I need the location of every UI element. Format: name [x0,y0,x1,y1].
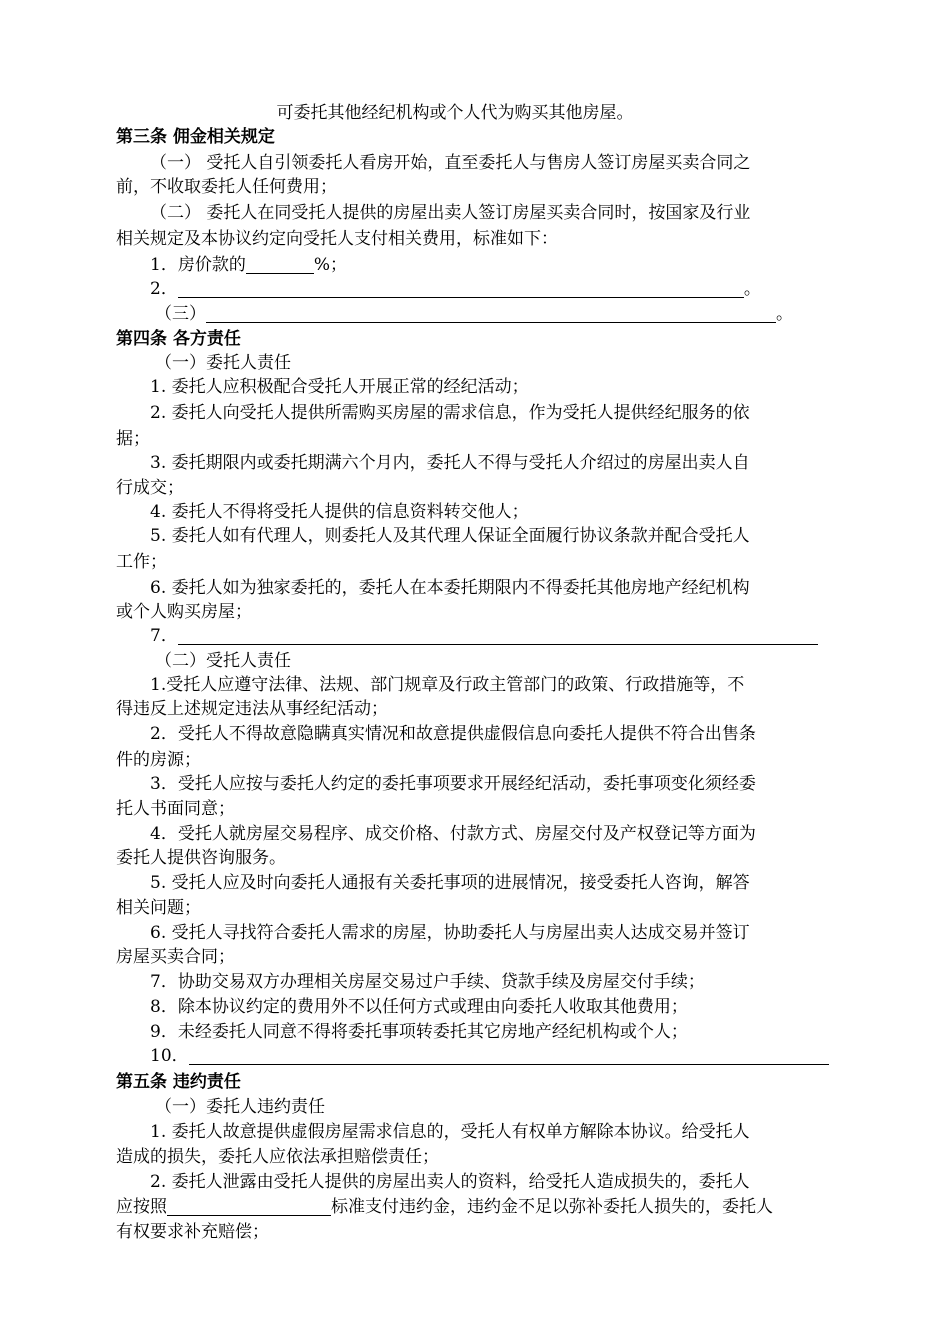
art4-trustee-10-prefix: 10． [150,1046,189,1066]
art5-breach-1-line-1: 1. 委托人故意提供虚假房屋需求信息的，受托人有权单方解除本协议。给受托人 [150,1122,750,1142]
art4-trustee-2-line-2: 件的房源； [116,750,201,770]
art4-trustee-5-line-1: 5. 受托人应及时向委托人通报有关委托事项的进展情况，接受委托人咨询，解答 [150,873,750,893]
art3-item-3-suffix: 。 [776,304,793,324]
art3-item-1-suffix: %； [313,255,347,275]
art4-trustee-1-line-1: 1.受托人应遵守法律、法规、部门规章及行政主管部门的政策、行政措施等，不 [150,675,745,695]
art4-trustee-7: 7．协助交易双方办理相关房屋交易过户手续、贷款手续及房屋交付手续； [150,972,705,992]
art3-item-2-suffix: 。 [743,279,761,299]
art3-item-3-prefix: （三） [155,304,206,324]
art4-trustee-6-line-1: 6. 受托人寻找符合委托人需求的房屋，协助委托人与房屋出卖人达成交易并签订 [150,923,750,943]
art4-trustee-4-line-1: 4．受托人就房屋交易程序、成交价格、付款方式、房屋交付及产权登记等方面为 [150,824,756,844]
art4-client-7 [0,624,950,648]
art4-client-3-line-2: 行成交； [116,478,184,498]
blank-fee-2[interactable] [178,280,744,298]
art4-subheading-1: （一）委托人责任 [155,353,291,373]
blank-fee-3[interactable] [206,305,776,323]
intro-line: 可委托其他经纪机构或个人代为购买其他房屋。 [276,103,634,123]
blank-trustee-10[interactable] [189,1047,829,1065]
art3-item-2-prefix: 2． [150,279,178,299]
article-5-heading: 第五条 违约责任 [116,1072,241,1092]
art4-client-5-line-2: 工作； [116,552,167,572]
art3-item-3 [0,302,950,326]
art4-trustee-10 [0,1044,950,1068]
art3-clause-2-line-2: 相关规定及本协议约定向受托人支付相关费用，标准如下： [116,229,558,249]
art3-item-2 [0,277,950,301]
art5-breach-2-suffix: 标准支付违约金，违约金不足以弥补委托人损失的，委托人 [331,1197,773,1217]
art5-breach-2-line-3: 有权要求补充赔偿； [116,1222,269,1242]
art4-client-1: 1. 委托人应积极配合受托人开展正常的经纪活动； [150,377,529,397]
blank-percentage[interactable] [246,256,314,274]
art4-trustee-1-line-2: 得违反上述规定违法从事经纪活动； [116,699,388,719]
art4-client-2-line-2: 据； [116,429,150,449]
art5-breach-2-line-1: 2. 委托人泄露由受托人提供的房屋出卖人的资料，给受托人造成损失的，委托人 [150,1172,750,1192]
art4-trustee-9: 9．未经委托人同意不得将委托事项转委托其它房地产经纪机构或个人； [150,1022,688,1042]
art5-breach-2-prefix: 应按照 [116,1197,167,1217]
art3-clause-2-line-1: （二） 委托人在同受托人提供的房屋出卖人签订房屋买卖合同时，按国家及行业 [150,203,751,223]
blank-penalty-standard[interactable] [167,1198,331,1216]
art5-breach-1-line-2: 造成的损失，委托人应依法承担赔偿责任； [116,1147,439,1167]
blank-client-7[interactable] [178,627,818,645]
art4-trustee-4-line-2: 委托人提供咨询服务。 [116,848,286,868]
art3-item-1 [0,253,950,277]
art4-trustee-6-line-2: 房屋买卖合同； [116,947,235,967]
art5-subheading-1: （一）委托人违约责任 [155,1097,325,1117]
art4-client-6-line-1: 6. 委托人如为独家委托的，委托人在本委托期限内不得委托其他房地产经纪机构 [150,578,750,598]
art4-client-5-line-1: 5. 委托人如有代理人，则委托人及其代理人保证全面履行协议条款并配合受托人 [150,526,750,546]
art4-client-7-prefix: 7． [150,626,178,646]
art4-client-6-line-2: 或个人购买房屋； [116,602,252,622]
art3-item-1-prefix: 1．房价款的 [150,255,246,275]
art4-trustee-3-line-2: 托人书面同意； [116,799,235,819]
art3-clause-1-line-1: （一） 受托人自引领委托人看房开始，直至委托人与售房人签订房屋买卖合同之 [150,153,751,173]
article-3-heading: 第三条 佣金相关规定 [116,127,275,147]
art5-breach-2-line-2 [0,1195,950,1219]
art4-client-2-line-1: 2. 委托人向受托人提供所需购买房屋的需求信息，作为受托人提供经纪服务的依 [150,403,750,423]
art4-subheading-2: （二）受托人责任 [155,651,291,671]
art3-clause-1-line-2: 前，不收取委托人任何费用； [116,177,337,197]
art4-trustee-2-line-1: 2．受托人不得故意隐瞒真实情况和故意提供虚假信息向委托人提供不符合出售条 [150,724,756,744]
art4-trustee-8: 8．除本协议约定的费用外不以任何方式或理由向委托人收取其他费用； [150,997,688,1017]
art4-client-3-line-1: 3. 委托期限内或委托期满六个月内，委托人不得与受托人介绍过的房屋出卖人自 [150,453,750,473]
article-4-heading: 第四条 各方责任 [116,329,241,349]
art4-trustee-3-line-1: 3．受托人应按与委托人约定的委托事项要求开展经纪活动，委托事项变化须经委 [150,774,756,794]
art4-trustee-5-line-2: 相关问题； [116,898,201,918]
art4-client-4: 4. 委托人不得将受托人提供的信息资料转交他人； [150,502,529,522]
